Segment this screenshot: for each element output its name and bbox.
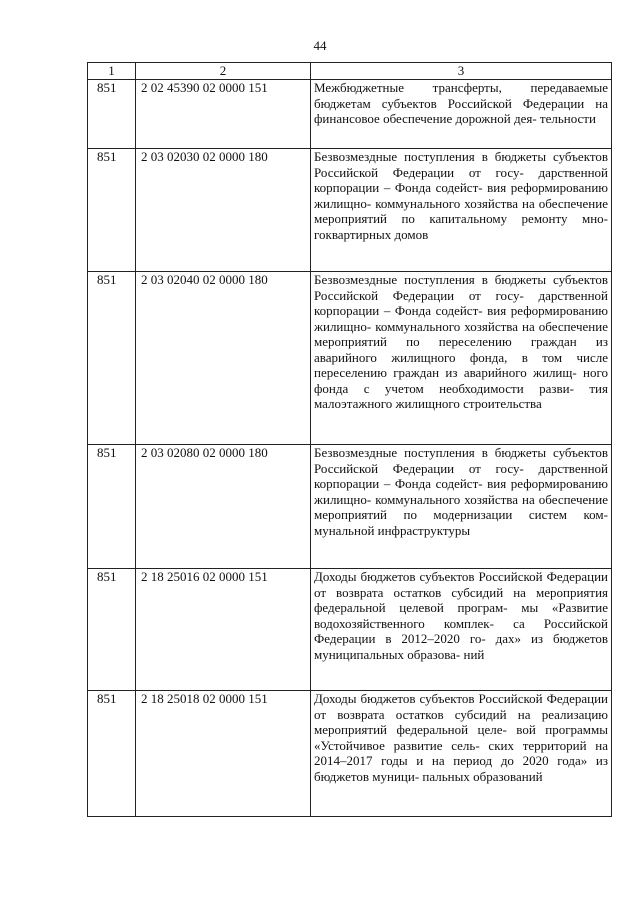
table-row	[88, 691, 612, 817]
description-cell: Доходы бюджетов субъектов Российской Федерации от возврата остатков субсидий на мероприятия федеральной целевой програм- мы «Развитие водохозяйственного комплек- са Российской Федерации в 2012–2020 го- дах» из бюджетов муниципальных образова- ний	[311, 569, 612, 691]
description-cell: Межбюджетные трансферты, передаваемые бюджетам субъектов Российской Федерации на финансовое обеспечение дорожной дея- тельности	[311, 80, 612, 149]
table-row	[88, 445, 612, 569]
admin-code-cell: 851	[88, 272, 136, 445]
kbk-code-cell: 2 02 45390 02 0000 151	[136, 80, 311, 149]
column-header-1: 1	[88, 63, 136, 80]
table-row	[88, 80, 612, 149]
table-row	[88, 272, 612, 445]
admin-code-cell: 851	[88, 691, 136, 817]
description-cell: Безвозмездные поступления в бюджеты субъектов Российской Федерации от госу- дарственной корпорации – Фонда содейст- вия реформированию жилищно- коммунального хозяйства на обеспечение мероприятий по капитальному ремонту мно- гоквартирных домов	[311, 149, 612, 272]
column-header-3: 3	[311, 63, 612, 80]
revenue-codes-table	[87, 62, 612, 817]
table-header-row	[88, 63, 612, 80]
kbk-code-cell: 2 03 02030 02 0000 180	[136, 149, 311, 272]
kbk-code-cell: 2 18 25016 02 0000 151	[136, 569, 311, 691]
kbk-code-cell: 2 18 25018 02 0000 151	[136, 691, 311, 817]
description-cell: Безвозмездные поступления в бюджеты субъектов Российской Федерации от госу- дарственной корпорации – Фонда содейст- вия реформированию жилищно- коммунального хозяйства на обеспечение мероприятий по переселению граждан из аварийного жилищного фонда, в том числе переселению граждан из аварийного жилищ- ного фонда с учетом необходимости разви- тия малоэтажного жилищного строительства	[311, 272, 612, 445]
description-cell: Доходы бюджетов субъектов Российской Федерации от возврата остатков субсидий на реализацию мероприятий федеральной целе- вой программы «Устойчивое развитие сель- ских территорий на 2014–2017 годы и на период до 2020 года» из бюджетов муници- пальных образований	[311, 691, 612, 817]
kbk-code-cell: 2 03 02080 02 0000 180	[136, 445, 311, 569]
table-row	[88, 149, 612, 272]
admin-code-cell: 851	[88, 569, 136, 691]
column-header-2: 2	[136, 63, 311, 80]
page-number: 44	[313, 38, 327, 53]
description-cell: Безвозмездные поступления в бюджеты субъектов Российской Федерации от госу- дарственной корпорации – Фонда содейст- вия реформированию жилищно- коммунального хозяйства на обеспечение мероприятий по модернизации систем ком- мунальной инфраструктуры	[311, 445, 612, 569]
admin-code-cell: 851	[88, 445, 136, 569]
table-row	[88, 569, 612, 691]
admin-code-cell: 851	[88, 149, 136, 272]
kbk-code-cell: 2 03 02040 02 0000 180	[136, 272, 311, 445]
admin-code-cell: 851	[88, 80, 136, 149]
